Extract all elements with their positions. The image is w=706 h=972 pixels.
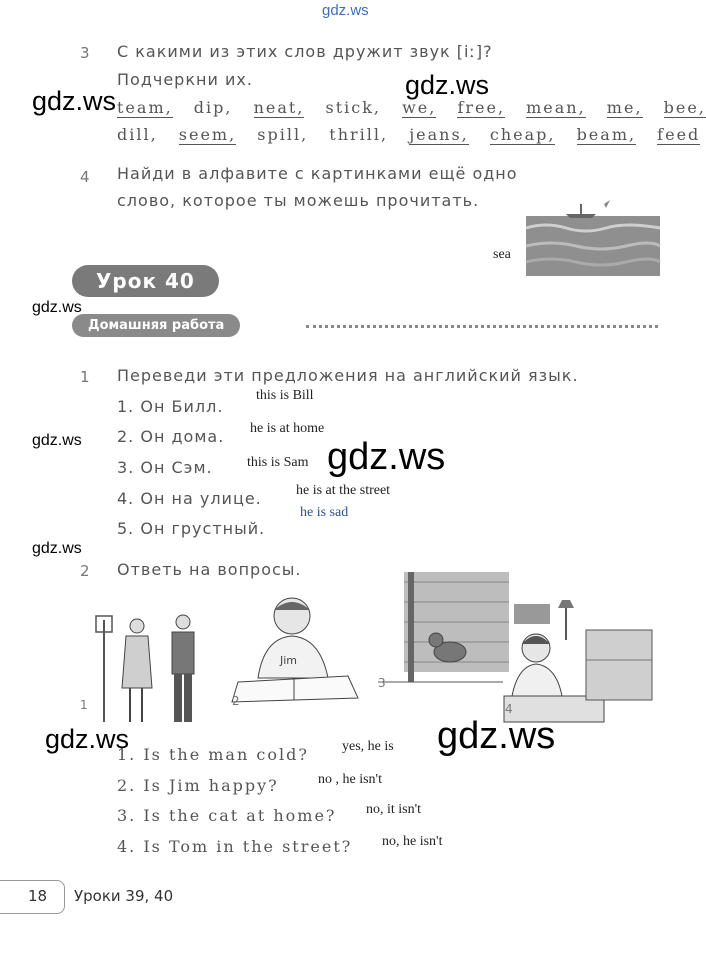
word-dip: dip, <box>193 98 233 117</box>
watermark: gdz.ws <box>437 715 556 757</box>
hw1-answer-2: he is at home <box>250 421 325 436</box>
hw2-answer-4: no, he isn't <box>382 834 443 849</box>
hw2-instruction: Ответь на вопросы. <box>117 560 302 579</box>
task3-line2: Подчеркни их. <box>117 70 253 89</box>
word-neat: neat, <box>253 98 305 117</box>
homework-label: Домашняя работа <box>72 314 240 337</box>
picture-1-people-outside <box>80 610 210 730</box>
word-team: team, <box>117 98 173 117</box>
hw2-answer-2: no , he isn't <box>318 772 382 787</box>
hw1-number: 1 <box>80 368 90 386</box>
hw2-question-3: 3. Is the cat at home? <box>117 806 337 825</box>
picture-2-number: 2 <box>232 694 240 708</box>
hw1-answer-1: this is Bill <box>256 388 314 403</box>
hw1-item-3: 3. Он Сэм. <box>117 458 213 477</box>
word-seem: seem, <box>178 125 237 144</box>
hw2-number: 2 <box>80 562 90 580</box>
word-thrill: thrill, <box>329 125 389 144</box>
homework-dotted-line <box>306 325 658 328</box>
hw2-question-4: 4. Is Tom in the street? <box>117 837 353 856</box>
hw2-answer-1: yes, he is <box>342 739 394 754</box>
watermark: gdz.ws <box>405 70 490 100</box>
watermark: gdz.ws <box>32 540 82 557</box>
watermark: gdz.ws <box>45 724 130 754</box>
task4-answer: sea <box>493 247 511 262</box>
task3-line1: С какими из этих слов дружит звук [iː]? <box>117 42 493 61</box>
task3-words-row2 <box>117 125 700 145</box>
hw1-item-5: 5. Он грустный. <box>117 519 266 538</box>
footer-label: Уроки 39, 40 <box>74 887 174 905</box>
word-beam: beam, <box>576 125 637 144</box>
word-we: we, <box>402 98 437 117</box>
hw1-answer-3: this is Sam <box>247 455 309 470</box>
task3-words-row1 <box>117 98 706 118</box>
word-spill: spill, <box>257 125 309 144</box>
task4-line2: слово, которое ты можешь прочитать. <box>117 191 480 210</box>
task3-number: 3 <box>80 44 90 62</box>
word-bee: bee, <box>663 98 706 117</box>
lesson-title: Урок 40 <box>72 265 219 297</box>
word-mean: mean, <box>526 98 586 117</box>
hw1-answer-5: he is sad <box>300 505 349 520</box>
word-feed: feed <box>657 125 701 144</box>
picture-2-jim-reading <box>228 590 368 710</box>
hw1-instruction: Переведи эти предложения на английский язык. <box>117 366 579 385</box>
watermark: gdz.ws <box>32 299 82 316</box>
footer-page-number: 18 <box>28 887 48 905</box>
word-stick: stick, <box>325 98 381 117</box>
hw1-item-4: 4. Он на улице. <box>117 489 262 508</box>
hw2-question-1: 1. Is the man cold? <box>117 745 309 764</box>
watermark: gdz.ws <box>32 432 82 449</box>
picture-4-number: 4 <box>505 702 513 716</box>
word-cheap: cheap, <box>489 125 556 144</box>
picture-3-room-with-cat <box>368 572 513 702</box>
hw1-item-1: 1. Он Билл. <box>117 397 224 416</box>
word-jeans: jeans, <box>409 125 469 144</box>
word-free: free, <box>457 98 506 117</box>
picture-4-boy-in-bedroom <box>500 600 660 728</box>
hw1-answer-4: he is at the street <box>296 483 391 498</box>
word-dill: dill, <box>117 125 158 144</box>
task4-line1: Найди в алфавите с картинками ещё одно <box>117 164 518 183</box>
picture-3-number: 3 <box>378 676 386 690</box>
picture-1-number: 1 <box>80 698 88 712</box>
picture-2-shirt-text: Jim <box>280 654 298 667</box>
top-watermark: gdz.ws <box>322 2 369 19</box>
hw2-question-2: 2. Is Jim happy? <box>117 776 279 795</box>
watermark: gdz.ws <box>32 86 117 116</box>
sea-picture <box>526 198 660 278</box>
watermark: gdz.ws <box>327 436 446 478</box>
word-me: me, <box>606 98 643 117</box>
hw2-answer-3: no, it isn't <box>366 802 422 817</box>
task4-number: 4 <box>80 168 90 186</box>
hw1-item-2: 2. Он дома. <box>117 427 225 446</box>
